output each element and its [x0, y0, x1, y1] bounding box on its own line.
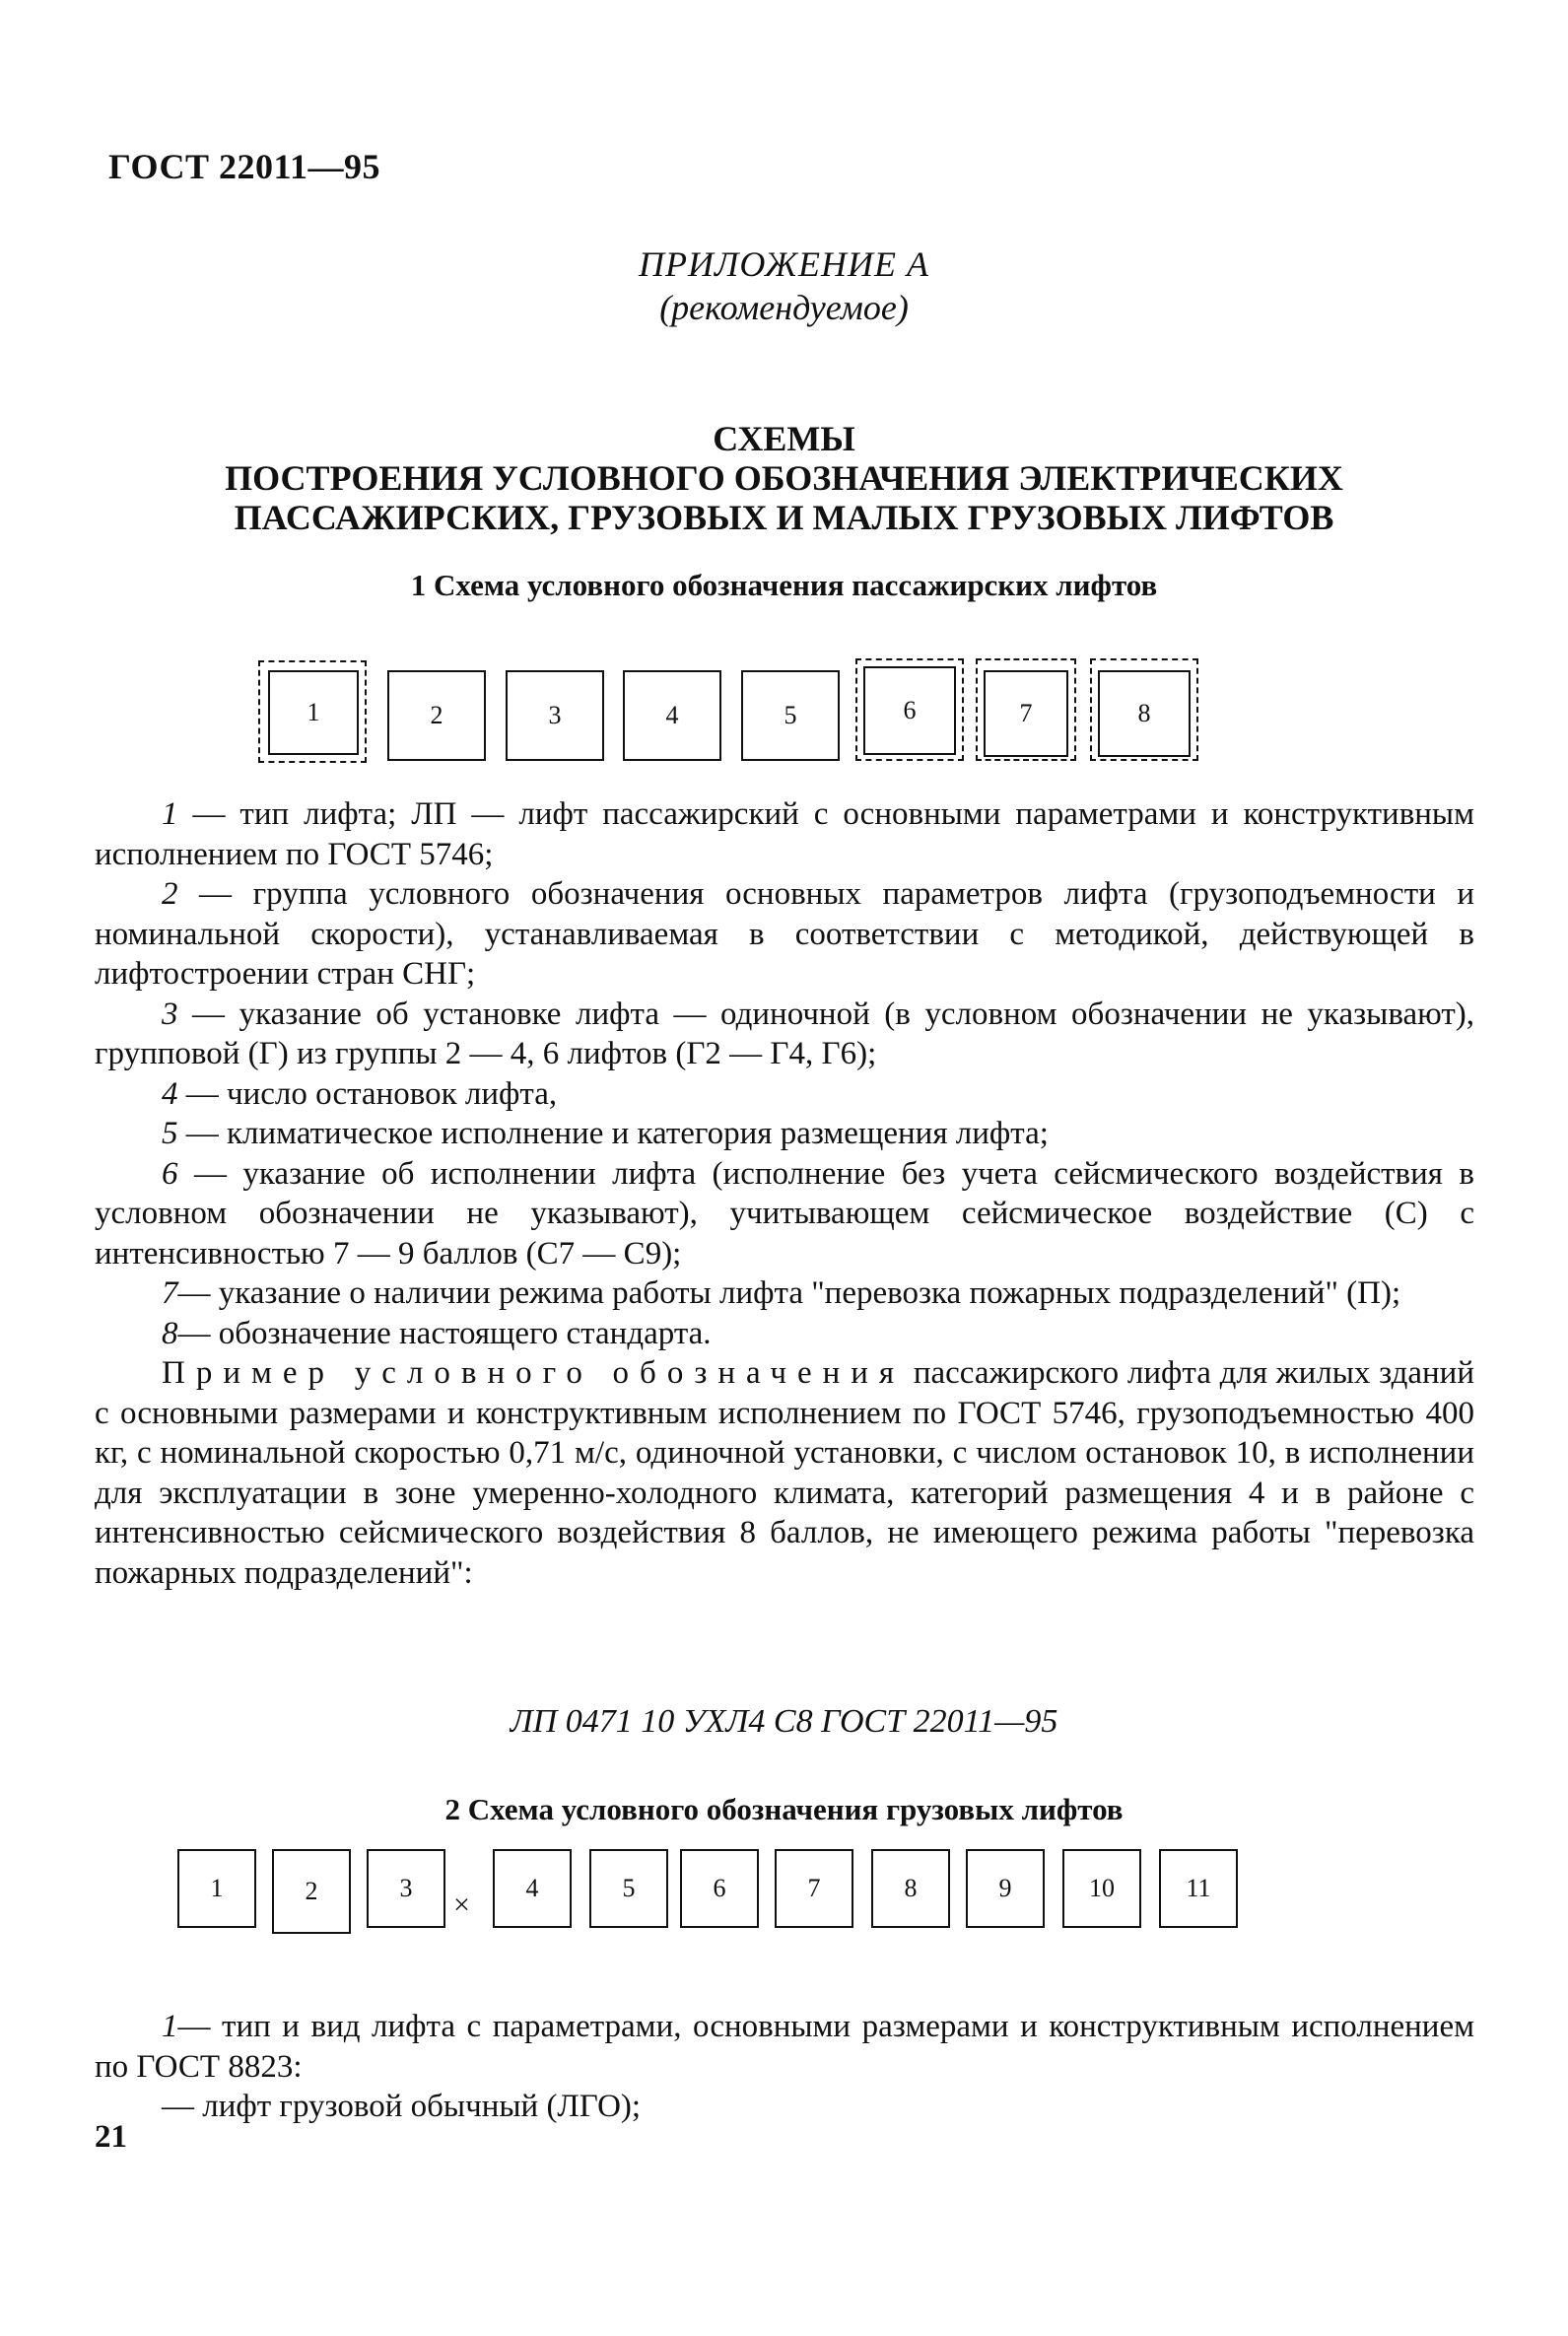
- standard-header: ГОСТ 22011—95: [108, 147, 380, 186]
- scheme-2-box: 9: [966, 1849, 1045, 1928]
- appendix-heading: [0, 242, 1568, 329]
- legend-item: 2 — группа условного обозначения основных параметров лифта (грузоподъемности и номинальной скорости), устанавливаемая в соответствии с методикой, действующей в лифтостроении стран СНГ;: [95, 876, 1474, 992]
- legend-item: 6 — указание об исполнении лифта (исполнение без учета сейсмического воздействия в условном обозначении не указывают), учитывающем сейсмическое воздействие (С) с интенсивностью 7 — 9 баллов (С7 — С9);: [95, 1155, 1474, 1271]
- scheme-2-box: 10: [1062, 1849, 1141, 1928]
- scheme-2-box: 8: [871, 1849, 950, 1928]
- section-1-title: 1 Схема условного обозначения пассажирских лифтов: [410, 568, 1158, 602]
- legend-item: 8— обозначение настоящего стандарта.: [162, 1315, 712, 1351]
- scheme-2-box: 4: [493, 1849, 572, 1928]
- legend-item: 1 — тип лифта; ЛП — лифт пассажирский с основными параметрами и конструктивным исполнением по ГОСТ 5746;: [95, 796, 1474, 872]
- title-line-2: ПОСТРОЕНИЯ УСЛОВНОГО ОБОЗНАЧЕНИЯ ЭЛЕКТРИЧЕСКИХ: [225, 458, 1343, 498]
- section-1-legend: [95, 794, 1474, 1593]
- appendix-label: ПРИЛОЖЕНИЕ А: [639, 244, 929, 284]
- legend-item: 4 — число остановок лифта,: [162, 1075, 558, 1112]
- scheme-1-box: 4: [623, 670, 721, 761]
- title-line-3: ПАССАЖИРСКИХ, ГРУЗОВЫХ И МАЛЫХ ГРУЗОВЫХ ЛИФТОВ: [234, 498, 1334, 537]
- document-title: [0, 419, 1568, 537]
- scheme-2-box: 7: [775, 1849, 853, 1928]
- scheme-2-box: 2: [272, 1849, 351, 1934]
- scheme-1-box: 1: [268, 670, 359, 755]
- title-line-1: СХЕМЫ: [713, 419, 855, 458]
- appendix-status: (рекомендуемое): [659, 288, 909, 327]
- section-2-legend: [95, 2007, 1474, 2127]
- legend-item: 7— указание о наличии режима работы лифта "перевозка пожарных подразделений" (П);: [162, 1275, 1401, 1311]
- legend-item: 3 — указание об установке лифта — одиночной (в условном обозначении не указывают), групповой (Г) из группы 2 — 4, 6 лифтов (Г2 — Г4, Г6);: [95, 996, 1474, 1071]
- section-2-title: 2 Схема условного обозначения грузовых лифтов: [444, 1792, 1124, 1826]
- scheme-2-box: 3: [367, 1849, 445, 1928]
- scheme-2-box: 6: [680, 1849, 759, 1928]
- multiply-sign: ×: [453, 1889, 470, 1921]
- legend-item: 1— тип и вид лифта с параметрами, основными размерами и конструктивным исполнением по ГОСТ 8823:: [95, 2009, 1474, 2085]
- scheme-1-box: 7: [984, 670, 1068, 757]
- scheme-1-box: 3: [506, 670, 604, 761]
- scheme-2-box: 11: [1159, 1849, 1238, 1928]
- scheme-1-box: 6: [863, 666, 956, 755]
- scheme-2-box: 1: [177, 1849, 256, 1928]
- scheme-1-box: 8: [1098, 670, 1191, 757]
- legend-item: 5 — климатическое исполнение и категория размещения лифта;: [162, 1116, 1049, 1151]
- legend-subitem: — лифт грузовой обычный (ЛГО);: [162, 2089, 642, 2124]
- example-designation: ЛП 0471 10 УХЛ4 С8 ГОСТ 22011—95: [510, 1703, 1058, 1740]
- example-paragraph: Пример условного обозначения пассажирского лифта для жилых зданий с основными размерами и конструктивным исполнением по ГОСТ 5746, грузоподъемностью 400 кг, с номинальной скоростью 0,71 м/с, одиночной установки, с числом остановок 10, в исполнении для эксплуатации в зоне умеренно-холодного климата, категорий размещения 4 и в районе с интенсивностью сейсмического воздействия 8 баллов, не имеющего режима работы "перевозка пожарных подразделений":: [95, 1355, 1474, 1591]
- scheme-2-box: 5: [589, 1849, 668, 1928]
- scheme-1-box: 5: [741, 670, 840, 761]
- scheme-1-box: 2: [387, 670, 486, 761]
- page-number: 21: [95, 2119, 127, 2155]
- example-label: Пример условного обозначения: [162, 1355, 906, 1391]
